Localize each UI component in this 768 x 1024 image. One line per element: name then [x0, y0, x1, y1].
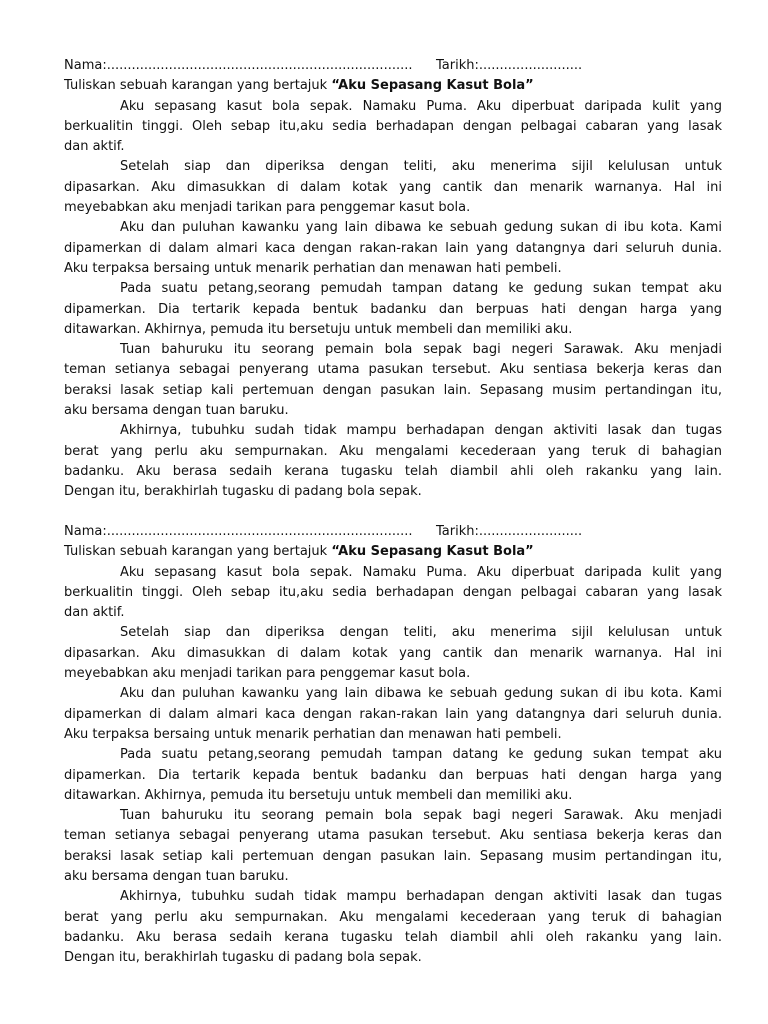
prompt-text: Tuliskan sebuah karangan yang bertajuk	[64, 544, 332, 560]
paragraph-line: berat yang perlu aku sempurnakan. Aku mengalami kecederaan yang teruk di bahagian	[64, 909, 722, 925]
paragraph-1	[64, 97, 722, 158]
paragraph-1	[64, 563, 722, 624]
paragraph-2	[64, 157, 722, 218]
paragraph-line: ditawarkan. Akhirnya, pemuda itu bersetuju untuk membeli dan memiliki aku.	[64, 787, 573, 803]
tarikh-field: Tarikh:.........................	[436, 524, 583, 539]
paragraph-line: dipasarkan. Aku dimasukkan di dalam kotak yang cantik dan menarik warnanya. Hal ini	[64, 645, 722, 661]
paragraph-line: dan aktif.	[64, 605, 125, 621]
paragraph-line: teman setianya sebagai penyerang utama pasukan tersebut. Aku sentiasa bekerja keras dan	[64, 828, 722, 844]
paragraph-5	[64, 340, 722, 421]
paragraph-4	[64, 745, 722, 806]
paragraph-line: dipamerkan di dalam almari kaca dengan rakan-rakan lain yang datangnya dari seluruh dunia.	[64, 240, 722, 256]
paragraph-5	[64, 806, 722, 887]
paragraph-line: meyebabkan aku menjadi tarikan para penggemar kasut bola.	[64, 200, 471, 216]
prompt-line	[64, 542, 722, 562]
nama-field: Nama:..........................................................................	[64, 58, 413, 73]
paragraph-line: meyebabkan aku menjadi tarikan para penggemar kasut bola.	[64, 666, 471, 682]
paragraph-line: Setelah siap dan diperiksa dengan teliti, aku menerima sijil kelulusan untuk	[120, 625, 722, 641]
paragraph-line: beraksi lasak setiap kali pertemuan dengan pasukan lain. Sepasang musim pertandingan itu,	[64, 382, 722, 398]
paragraph-line: Aku terpaksa bersaing untuk menarik perhatian dan menawan hati pembeli.	[64, 260, 562, 276]
paragraph-3	[64, 218, 722, 279]
paragraph-line: Tuan bahuruku itu seorang pemain bola sepak bagi negeri Sarawak. Aku menjadi	[120, 342, 722, 358]
paragraph-line: Dengan itu, berakhirlah tugasku di padang bola sepak.	[64, 484, 422, 500]
paragraph-line: beraksi lasak setiap kali pertemuan dengan pasukan lain. Sepasang musim pertandingan itu,	[64, 848, 722, 864]
paragraph-line: ditawarkan. Akhirnya, pemuda itu bersetuju untuk membeli dan memiliki aku.	[64, 321, 573, 337]
paragraph-line: badanku. Aku berasa sedaih kerana tugasku telah diambil ahli oleh rakanku yang lain.	[64, 463, 722, 479]
paragraph-3	[64, 684, 722, 745]
prompt-text: Tuliskan sebuah karangan yang bertajuk	[64, 78, 332, 94]
paragraph-line: Aku terpaksa bersaing untuk menarik perhatian dan menawan hati pembeli.	[64, 726, 562, 742]
header-line	[64, 522, 722, 542]
paragraph-line: aku bersama dengan tuan baruku.	[64, 403, 289, 419]
essay-block-2	[64, 522, 722, 969]
paragraph-line: Aku sepasang kasut bola sepak. Namaku Puma. Aku diperbuat daripada kulit yang	[120, 564, 722, 580]
paragraph-2	[64, 623, 722, 684]
essay-title: “Aku Sepasang Kasut Bola”	[331, 78, 534, 94]
essay-title: “Aku Sepasang Kasut Bola”	[331, 544, 534, 560]
paragraph-line: dipasarkan. Aku dimasukkan di dalam kotak yang cantik dan menarik warnanya. Hal ini	[64, 179, 722, 195]
paragraph-line: dipamerkan. Dia tertarik kepada bentuk badanku dan berpuas hati dengan harga yang	[64, 301, 722, 317]
tarikh-field: Tarikh:.........................	[436, 58, 583, 73]
paragraph-line: Tuan bahuruku itu seorang pemain bola sepak bagi negeri Sarawak. Aku menjadi	[120, 808, 722, 824]
paragraph-line: dipamerkan. Dia tertarik kepada bentuk badanku dan berpuas hati dengan harga yang	[64, 767, 722, 783]
paragraph-6	[64, 887, 722, 968]
paragraph-line: dipamerkan di dalam almari kaca dengan rakan-rakan lain yang datangnya dari seluruh dunia.	[64, 706, 722, 722]
paragraph-line: Aku sepasang kasut bola sepak. Namaku Puma. Aku diperbuat daripada kulit yang	[120, 98, 722, 114]
paragraph-line: dan aktif.	[64, 139, 125, 155]
paragraph-line: Dengan itu, berakhirlah tugasku di padang bola sepak.	[64, 950, 422, 966]
paragraph-line: badanku. Aku berasa sedaih kerana tugasku telah diambil ahli oleh rakanku yang lain.	[64, 929, 722, 945]
paragraph-4	[64, 279, 722, 340]
paragraph-line: Pada suatu petang,seorang pemudah tampan datang ke gedung sukan tempat aku	[120, 747, 722, 763]
paragraph-6	[64, 421, 722, 502]
prompt-line	[64, 76, 722, 96]
nama-field: Nama:..........................................................................	[64, 524, 413, 539]
paragraph-line: berkualitin tinggi. Oleh sebap itu,aku sedia berhadapan dengan pelbagai cabaran yang lasak	[64, 584, 722, 600]
paragraph-line: berat yang perlu aku sempurnakan. Aku mengalami kecederaan yang teruk di bahagian	[64, 443, 722, 459]
paragraph-line: berkualitin tinggi. Oleh sebap itu,aku sedia berhadapan dengan pelbagai cabaran yang lasak	[64, 118, 722, 134]
paragraph-line: Akhirnya, tubuhku sudah tidak mampu berhadapan dengan aktiviti lasak dan tugas	[120, 889, 722, 905]
paragraph-line: Aku dan puluhan kawanku yang lain dibawa ke sebuah gedung sukan di ibu kota. Kami	[120, 220, 722, 236]
paragraph-line: aku bersama dengan tuan baruku.	[64, 869, 289, 885]
paragraph-line: Aku dan puluhan kawanku yang lain dibawa ke sebuah gedung sukan di ibu kota. Kami	[120, 686, 722, 702]
paragraph-line: Pada suatu petang,seorang pemudah tampan datang ke gedung sukan tempat aku	[120, 281, 722, 297]
paragraph-line: Akhirnya, tubuhku sudah tidak mampu berhadapan dengan aktiviti lasak dan tugas	[120, 423, 722, 439]
paragraph-line: Setelah siap dan diperiksa dengan teliti, aku menerima sijil kelulusan untuk	[120, 159, 722, 175]
paragraph-line: teman setianya sebagai penyerang utama pasukan tersebut. Aku sentiasa bekerja keras dan	[64, 362, 722, 378]
header-line	[64, 56, 722, 76]
essay-block-1	[64, 56, 722, 503]
